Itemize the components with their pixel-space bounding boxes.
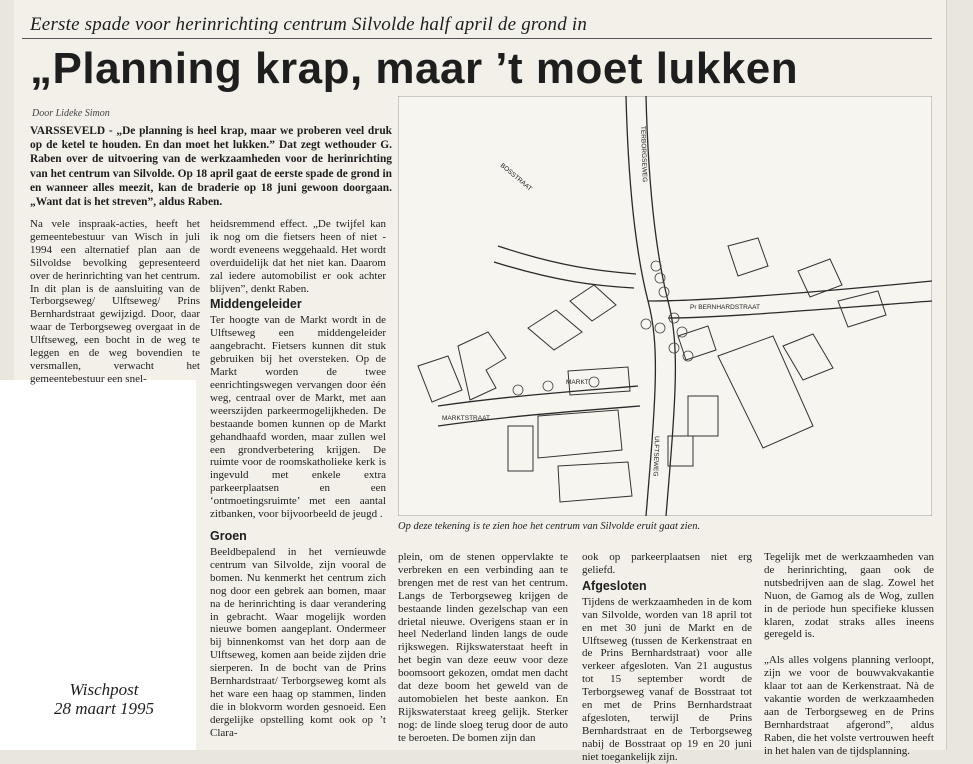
heading-middengeleider: Middengeleider [210,297,302,312]
column-4 [582,551,752,764]
source-stamp-title: Wischpost [69,680,139,699]
map-label-markt: MARKT [566,379,589,386]
source-stamp [34,680,174,718]
map-label-bernhardstraat: Pr BERNHARDSTRAAT [690,304,760,311]
column-5 [764,551,934,758]
column-3-text: plein, om de stenen oppervlakte te verbreken en een verbinding aan te brengen met de rest van het centrum. Langs de Terborgseweg krijgen de bestaande linden gezelschap van een drietal nieuwe. Overigens staan er in heel Nederland linden langs de oude rijkswegen. Rijkswaterstaat heeft in het begin van deze eeuw voor deze boomsoort gekozen, omdat men dacht dat deze boom het geweld van de automobielen het beste aankon. En Rijkswaterstaat kreeg gelijk. Sterker nog: de linde sloeg terug door de auto te beroeten. De bomen zijn dan [398,551,568,744]
map-caption: Op deze tekening is te zien hoe het centrum van Silvolde eruit gaat zien. [398,521,701,532]
column-1-text: Na vele inspraak-acties, heeft het gemeentebestuur van Wisch in juli 1994 een alternatief plan aan de Silvoldse bevolking gepresenteerd over de herinrichting van het centrum. In dit plan is de aansluiting van de Terborgseweg/ Ulftseweg/ Prins Bernhardstraat gewijzigd. Door, daar waar de Terborgseweg overgaat in de Ulftseweg, een bocht in de weg te leggen en de weg bovendien te versmallen, verwacht het gemeentebestuur een snel- [30,218,200,385]
map-label-bosstraat: BOSSTRAAT [498,162,534,193]
column-2 [210,218,386,521]
column-5-text-b: „Als alles volgens planning verloopt, zijn we voor de bouwvakvakantie klaar tot aan de Kerkenstraat. Nà de vakantie worden de werkzaamheden aan de Terborgseweg en de Prins Bernhardstraat afgerond”, aldus Raben, die het volste vertrouwen heeft in het halen van de tijdsplanning. [764,654,934,757]
header-rule [22,38,932,39]
column-2-lower [210,527,386,740]
heading-afgesloten: Afgesloten [582,578,647,593]
column-2-bottom-text: Beeldbepalend in het vernieuwde centrum van Silvolde, zijn vooral de bomen. Nu kenmerkt het centrum zich nog door een gebrek aan bomen, maar na de herinrichting is daar verandering in gebracht. Waar mogelijk worden nieuwe bomen aangeplant. Ondermeer bij binnenkomst van het dorp aan de Ulftseweg, komen aan beide zijden drie sierperen. In de bocht van de Prins Bernhardstraat/ Terborgseweg komt als het ware een haag op stammen, linden die in blokvorm worden gesnoeid. Een dergelijke opstelling komt ook op ’t Clara- [210,546,386,739]
source-stamp-date: 28 maart 1995 [53,699,155,718]
column-2-mid-text: Ter hoogte van de Markt wordt in de Ulftseweg een middengeleider aangebracht. Fietsers kunnen dit stuk gebruiken bij het oversteken. Op de Markt worden de twee eenrichtingswegen vervangen door één weg, centraal over de Markt, met aan weerszijden parkeermogelijkheden. De bestaande bomen kunnen op de Markt gehandhaafd worden, maar zullen wel een grondverbetering krijgen. De ruimte voor de roomskatholieke kerk is ingevuld met enkele extra parkeerplaatsen en een ‘ontmoetingsruimte’ met een aantal zitbanken, voor bijvoorbeeld de jeugd . [210,314,386,521]
map-label-ulftseweg: ULFTSEWEG [651,435,660,477]
column-1 [30,218,200,386]
map-label-marktstraat: MARKTSTRAAT [442,415,490,422]
lead-paragraph: VARSSEVELD - „De planning is heel krap, maar we proberen veel druk op de ketel te houden. En dan moet het lukken.” Dat zegt wethouder G. Raben over de uitvoering van de werkzaamheden voor de herinrichting van het centrum van Silvolde. Op 18 april gaat de eerste spade de grond in en wanneer alles meezit, kan de braderie op 18 juni gewoon doorgaan. „Want dat is het streven”, aldus Raben. [30,125,392,209]
column-2-top-text: heidsremmend effect. „De twijfel kan ik nog om die fietsers heen of niet - wordt eveneens weggehaald. Het wordt overduidelijk dat het niet kan. Daarom zal iedere automobilist er ook achter blijven”, denkt Raben. [210,218,386,295]
map-label-terborgseweg: TERBORGSEWEG [639,125,648,183]
kicker: Eerste spade voor herinrichting centrum Silvolde half april de grond in [30,14,588,35]
heading-groen: Groen [210,529,247,543]
column-3 [398,551,568,745]
street-plan-drawing [398,96,932,516]
column-4-text: Tijdens de werkzaamheden in de kom van Silvolde, worden van 18 april tot en met 30 juni de Markt en de Ulftseweg (tussen de Kerkenstraat en de Prins Bernhardstraat) voor alle verkeer afgesloten. Van 21 augustus tot 15 september wordt de Terborgseweg vanaf de Bosstraat tot en met de Prins Bernhardstraat afgesloten, terwijl de Prins Bernhardstraat en de Terborgseweg nabij de Bosstraat op 19 en 20 juni niet toegankelijk zijn. [582,595,752,763]
headline: „Planning krap, maar ’t moet lukken [30,44,799,93]
column-5-text-a: Tegelijk met de werkzaamheden van de herinrichting, gaan ook de nutsbedrijven aan de slag. Zowel het Nuon, de Gamog als de Wog, zullen in de periode hun specifieke klussen klaren, zodat straks alles ineens geregeld is. [764,551,934,641]
column-4-top-text: ook op parkeerplaatsen niet erg geliefd. [582,551,752,576]
byline: Door Lideke Simon [32,108,110,119]
